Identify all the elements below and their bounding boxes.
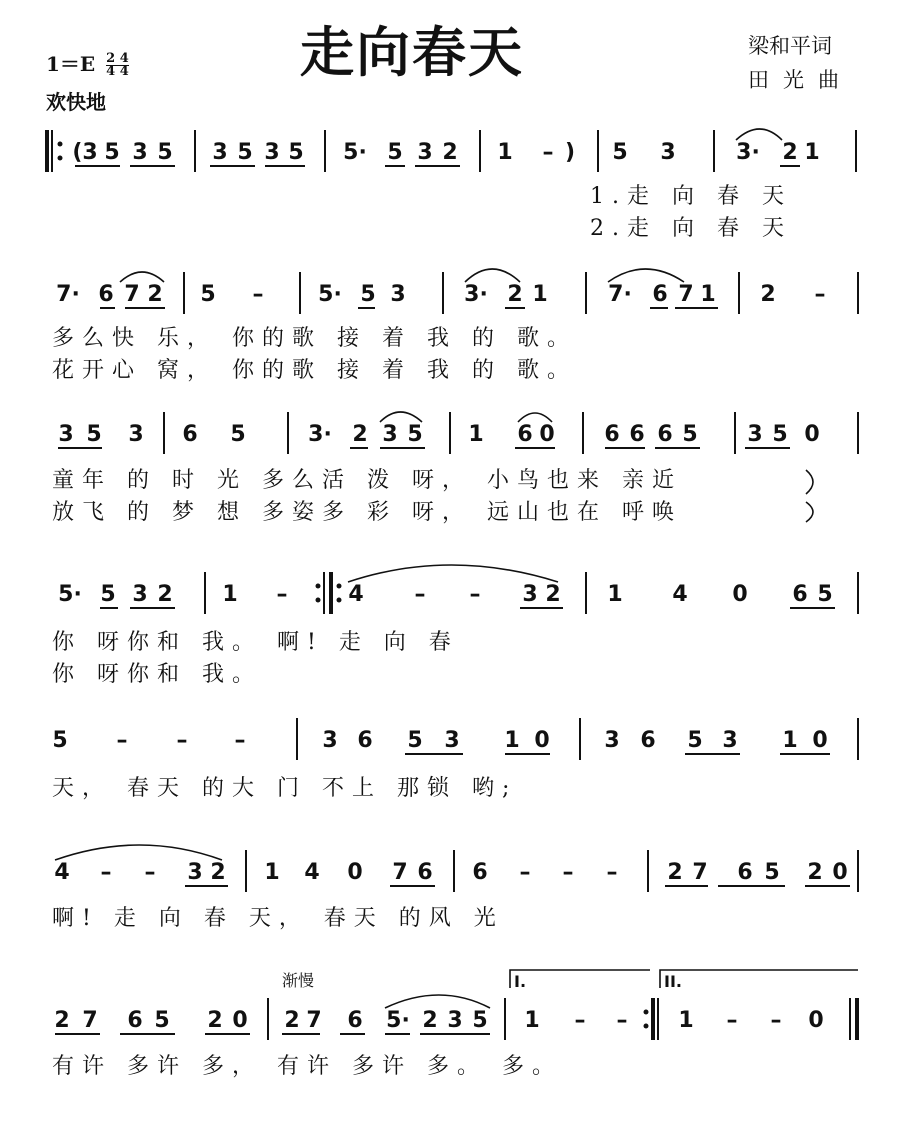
note: 6: [629, 422, 645, 447]
note: –: [770, 1008, 782, 1033]
lyricist-credit: 梁和平词: [748, 34, 832, 58]
note: –: [616, 1008, 628, 1033]
note: 7·: [608, 282, 632, 307]
note: 3: [128, 422, 144, 447]
time-signature-bottom: 4 4: [106, 64, 129, 79]
lyric-verse-1: 多么快 乐， 你的歌 接 着 我 的 歌。: [52, 326, 577, 351]
note: 0: [732, 582, 748, 607]
note: 5: [200, 282, 216, 307]
note: 1: [468, 422, 484, 447]
note: 1: [222, 582, 238, 607]
note: 2: [760, 282, 776, 307]
note: 0: [347, 860, 363, 885]
note: 3: [417, 140, 433, 165]
note: 0: [832, 860, 848, 885]
note: 6: [657, 422, 673, 447]
note: 0: [812, 728, 828, 753]
lyric-verse-1: 啊! 走 向 春 天， 春天 的风 光: [52, 906, 504, 931]
lyric-verse-1: 你 呀你和 我。 啊! 走 向 春: [52, 630, 459, 655]
note: 7: [678, 282, 694, 307]
note: 6: [98, 282, 114, 307]
note: 3·: [736, 140, 760, 165]
note: 1: [524, 1008, 540, 1033]
note: 3: [747, 422, 763, 447]
note: 2: [210, 860, 226, 885]
note: 2: [782, 140, 798, 165]
note: 2: [284, 1008, 300, 1033]
note: –: [252, 282, 264, 307]
note: 5·: [318, 282, 342, 307]
note: 5: [52, 728, 68, 753]
note: 2: [507, 282, 523, 307]
note: 4: [304, 860, 320, 885]
key-label: 1＝E: [46, 52, 96, 76]
note: 1: [264, 860, 280, 885]
song-title: 走向春天: [300, 21, 524, 84]
note: 3: [132, 582, 148, 607]
note: 5: [687, 728, 703, 753]
note: 1: [504, 728, 520, 753]
note: –: [574, 1008, 586, 1033]
note: 6: [737, 860, 753, 885]
note: 3: [382, 422, 398, 447]
lyric-verse-2: 你 呀你和 我。: [52, 662, 262, 687]
note: 0: [808, 1008, 824, 1033]
note: 4: [54, 860, 70, 885]
note: 6: [347, 1008, 363, 1033]
note: 5: [387, 140, 403, 165]
note: 5: [100, 582, 116, 607]
time-signature-top: 2 4: [106, 51, 129, 66]
note: 5: [772, 422, 788, 447]
note: 3: [132, 140, 148, 165]
note: 5·: [343, 140, 367, 165]
note: 2: [545, 582, 561, 607]
note: 6: [127, 1008, 143, 1033]
note: 6: [182, 422, 198, 447]
note: 3: [522, 582, 538, 607]
note: 5: [154, 1008, 170, 1033]
note: 7·: [56, 282, 80, 307]
note: 3: [58, 422, 74, 447]
note: 5·: [386, 1008, 410, 1033]
lyric-verse-2: 放飞 的 梦 想 多姿多 彩 呀， 远山也在 呼唤: [52, 500, 682, 525]
lyric-verse-2: 2.走 向 春 天: [590, 216, 792, 241]
note: 1: [804, 140, 820, 165]
note: –: [276, 582, 288, 607]
note: 2: [807, 860, 823, 885]
note: 0: [539, 422, 555, 447]
note: 7: [306, 1008, 322, 1033]
note: –: [519, 860, 531, 885]
note: 6: [472, 860, 488, 885]
note: –: [100, 860, 112, 885]
note: 3: [604, 728, 620, 753]
note: –: [542, 140, 554, 165]
note: 4: [672, 582, 688, 607]
note: 2: [442, 140, 458, 165]
note: 5: [407, 728, 423, 753]
note: 2: [207, 1008, 223, 1033]
tempo-marking: 欢快地: [46, 90, 106, 114]
note: 2: [54, 1008, 70, 1033]
note: 6: [640, 728, 656, 753]
note: –: [562, 860, 574, 885]
note: 1: [782, 728, 798, 753]
note: 5: [612, 140, 628, 165]
note: 3: [444, 728, 460, 753]
composer-text: 田光曲: [748, 68, 853, 92]
lyric-verse-1: 童年 的 时 光 多么活 泼 呀， 小鸟也来 亲近: [52, 468, 682, 493]
note: –: [606, 860, 618, 885]
note: –: [234, 728, 246, 753]
note: 5: [86, 422, 102, 447]
note: 7: [124, 282, 140, 307]
note: 3: [722, 728, 738, 753]
note: 6: [652, 282, 668, 307]
note: 5·: [58, 582, 82, 607]
note: 7: [392, 860, 408, 885]
note: 0: [804, 422, 820, 447]
note: 6: [792, 582, 808, 607]
ritardando-marking: 渐慢: [282, 971, 315, 990]
note: ): [564, 140, 576, 165]
volta-second-ending: II.: [664, 972, 682, 991]
note: 5: [288, 140, 304, 165]
note: 5: [407, 422, 423, 447]
note: 3·: [308, 422, 332, 447]
note: 5: [157, 140, 173, 165]
note: –: [469, 582, 481, 607]
note: –: [144, 860, 156, 885]
note: (3: [72, 140, 98, 165]
note: 6: [417, 860, 433, 885]
note: 5: [104, 140, 120, 165]
note: 6: [517, 422, 533, 447]
note: –: [814, 282, 826, 307]
note: 3: [187, 860, 203, 885]
note: 5: [360, 282, 376, 307]
note: 2: [352, 422, 368, 447]
note: 3: [447, 1008, 463, 1033]
note: 5: [237, 140, 253, 165]
note: 6: [604, 422, 620, 447]
note: 1: [607, 582, 623, 607]
note: 5: [230, 422, 246, 447]
note: –: [116, 728, 128, 753]
lyric-verse-1: 有许 多许 多， 有许 多许 多。 多。: [52, 1054, 562, 1079]
note: 5: [682, 422, 698, 447]
lyric-verse-1: 天， 春天 的大 门 不上 那锁 哟;: [52, 776, 518, 801]
note: 5: [764, 860, 780, 885]
note: 2: [157, 582, 173, 607]
note: 1: [678, 1008, 694, 1033]
note: 6: [357, 728, 373, 753]
note: 2: [667, 860, 683, 885]
note: 0: [534, 728, 550, 753]
note: 1: [497, 140, 513, 165]
note: 5: [472, 1008, 488, 1033]
lyric-verse-2: 花开心 窝， 你的歌 接 着 我 的 歌。: [52, 358, 577, 383]
note: 3·: [464, 282, 488, 307]
note: 7: [692, 860, 708, 885]
note: 3: [212, 140, 228, 165]
note: 3: [390, 282, 406, 307]
lyric-verse-1: 1.走 向 春 天: [590, 184, 792, 209]
note: 2: [422, 1008, 438, 1033]
note: 3: [322, 728, 338, 753]
note: 1: [700, 282, 716, 307]
note: 0: [232, 1008, 248, 1033]
note: –: [176, 728, 188, 753]
note: 4: [348, 582, 364, 607]
volta-first-ending: I.: [514, 972, 527, 991]
note: 2: [147, 282, 163, 307]
note: 5: [817, 582, 833, 607]
note: –: [414, 582, 426, 607]
note: 1: [532, 282, 548, 307]
note: 3: [660, 140, 676, 165]
note: 7: [82, 1008, 98, 1033]
note: –: [726, 1008, 738, 1033]
note: 3: [264, 140, 280, 165]
